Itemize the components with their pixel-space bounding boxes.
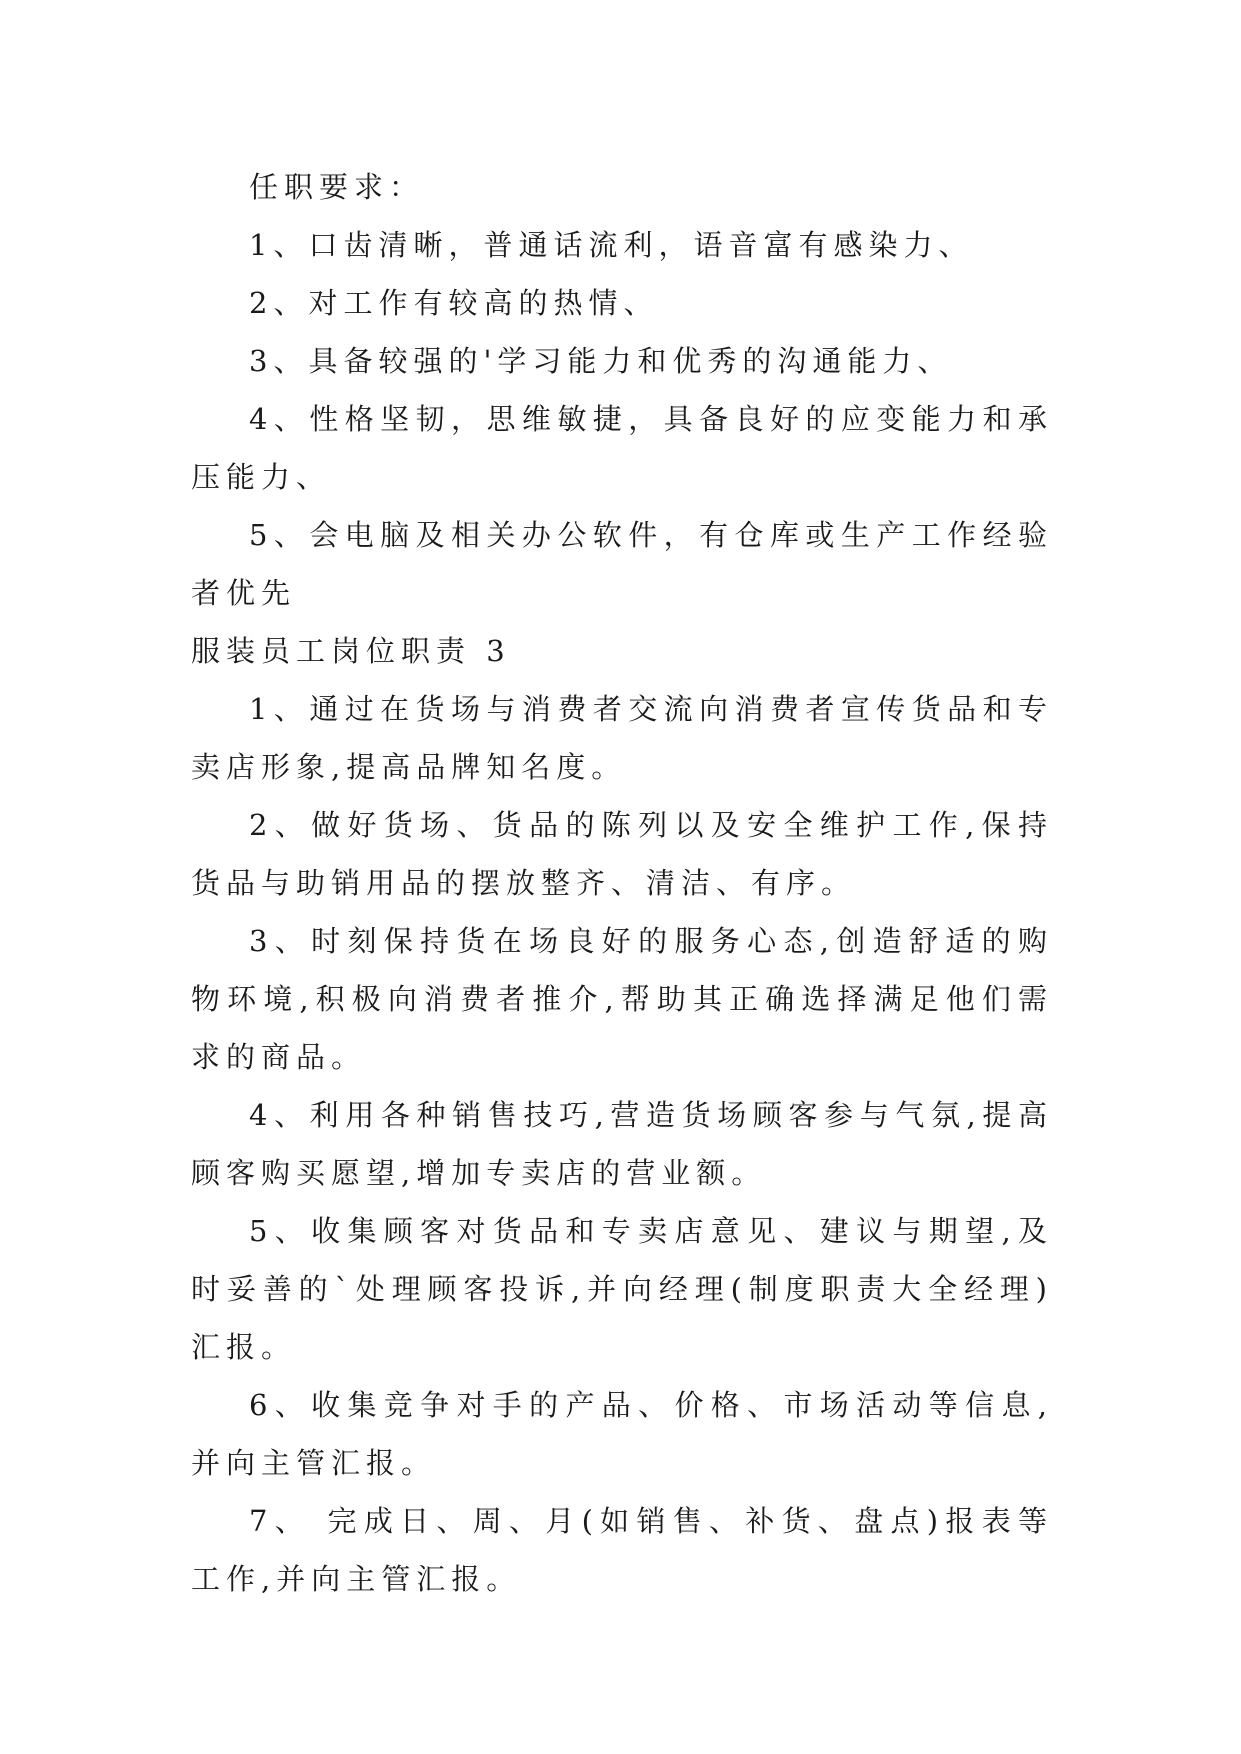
duty-item-4: 4、利用各种销售技巧,营造货场顾客参与气氛,提高顾客购买愿望,增加专卖店的营业额。 bbox=[191, 1098, 1053, 1190]
duty-item-7: 7、 完成日、周、月(如销售、补货、盘点)报表等工作,并向主管汇报。 bbox=[191, 1504, 1053, 1596]
duty-item-2: 2、做好货场、货品的陈列以及安全维护工作,保持货品与助销用品的摆放整齐、清洁、有序。 bbox=[191, 808, 1053, 900]
duty-item-1: 1、通过在货场与消费者交流向消费者宣传货品和专卖店形象,提高品牌知名度。 bbox=[191, 692, 1053, 784]
duty-item-3: 3、时刻保持货在场良好的服务心态,创造舒适的购物环境,积极向消费者推介,帮助其正确选择满足他们需求的商品。 bbox=[191, 924, 1053, 1074]
requirement-item-3: 3、具备较强的'学习能力和优秀的沟通能力、 bbox=[249, 344, 953, 378]
requirement-item-5: 5、会电脑及相关办公软件，有仓库或生产工作经验者优先 bbox=[191, 518, 1053, 610]
duty-item-5: 5、收集顾客对货品和专卖店意见、建议与期望,及时妥善的`处理顾客投诉,并向经理(制度职责大全经理)汇报。 bbox=[191, 1214, 1053, 1364]
requirement-item-4: 4、性格坚韧，思维敏捷，具备良好的应变能力和承压能力、 bbox=[191, 402, 1053, 494]
document-body bbox=[191, 158, 1053, 1608]
requirement-item-2: 2、对工作有较高的热情、 bbox=[249, 286, 659, 320]
requirement-item-1: 1、口齿清晰，普通话流利，语音富有感染力、 bbox=[249, 228, 974, 262]
duty-item-6: 6、收集竞争对手的产品、价格、市场活动等信息,并向主管汇报。 bbox=[191, 1388, 1053, 1480]
requirements-heading: 任职要求： bbox=[249, 170, 425, 204]
section-title: 服装员工岗位职责 3 bbox=[191, 634, 511, 668]
